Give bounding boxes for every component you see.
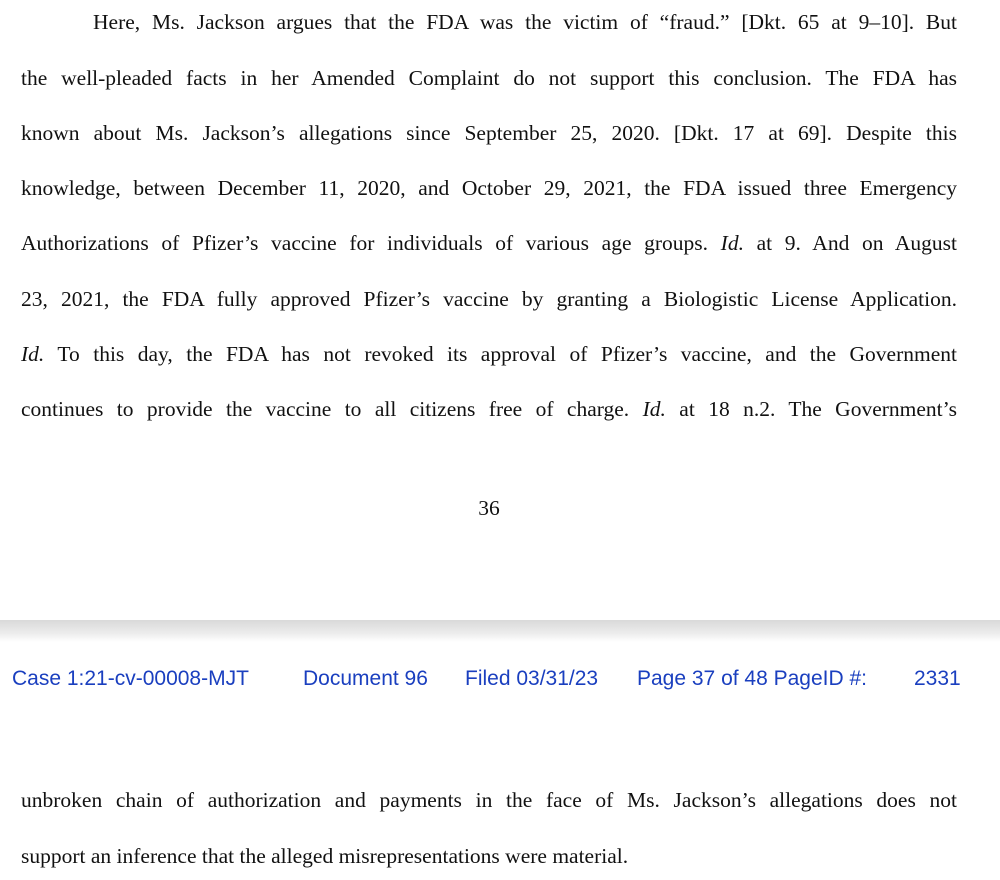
citation-id: Id. (720, 231, 744, 255)
text-span: To this day, the FDA has not revoked its approval of Pfizer’s vaccine, and the Government (44, 342, 957, 366)
citation-id: Id. (21, 342, 45, 366)
text-line-continued-1: unbroken chain of authorization and payments in the face of Ms. Jackson’s allegations does not (21, 788, 957, 812)
filed-date: Filed 03/31/23 (465, 667, 599, 690)
page-id: 2331 (914, 667, 961, 690)
text-span: at 18 n.2. The Government’s (665, 397, 957, 421)
page-separator (0, 620, 1000, 642)
text-span: continues to provide the vaccine to all citizens free of charge. (21, 397, 643, 421)
text-line-8 (21, 394, 957, 424)
citation-id: Id. (642, 397, 666, 421)
text-line-2: the well-pleaded facts in her Amended Complaint do not support this conclusion. The FDA has (21, 66, 957, 90)
page-number: 36 (478, 496, 500, 520)
text-line-4: knowledge, between December 11, 2020, and October 29, 2021, the FDA issued three Emergency (21, 176, 957, 200)
text-line-3: known about Ms. Jackson’s allegations since September 25, 2020. [Dkt. 17 at 69]. Despite this (21, 121, 957, 145)
case-header (0, 662, 1000, 696)
document-number: Document 96 (303, 667, 428, 690)
page-count: Page 37 of 48 PageID #: (637, 667, 868, 690)
case-number: Case 1:21-cv-00008-MJT (12, 667, 249, 690)
text-line-5 (21, 228, 957, 258)
text-line-1: Here, Ms. Jackson argues that the FDA was the victim of “fraud.” [Dkt. 65 at 9–10]. But (93, 10, 957, 34)
text-span: Authorizations of Pfizer’s vaccine for individuals of various age groups. (21, 231, 721, 255)
text-span: at 9. And on August (743, 231, 958, 255)
text-line-continued-2: support an inference that the alleged misrepresentations were material. (21, 844, 629, 868)
text-line-6: 23, 2021, the FDA fully approved Pfizer’s vaccine by granting a Biologistic License Application. (21, 287, 957, 311)
text-line-7 (21, 339, 957, 369)
